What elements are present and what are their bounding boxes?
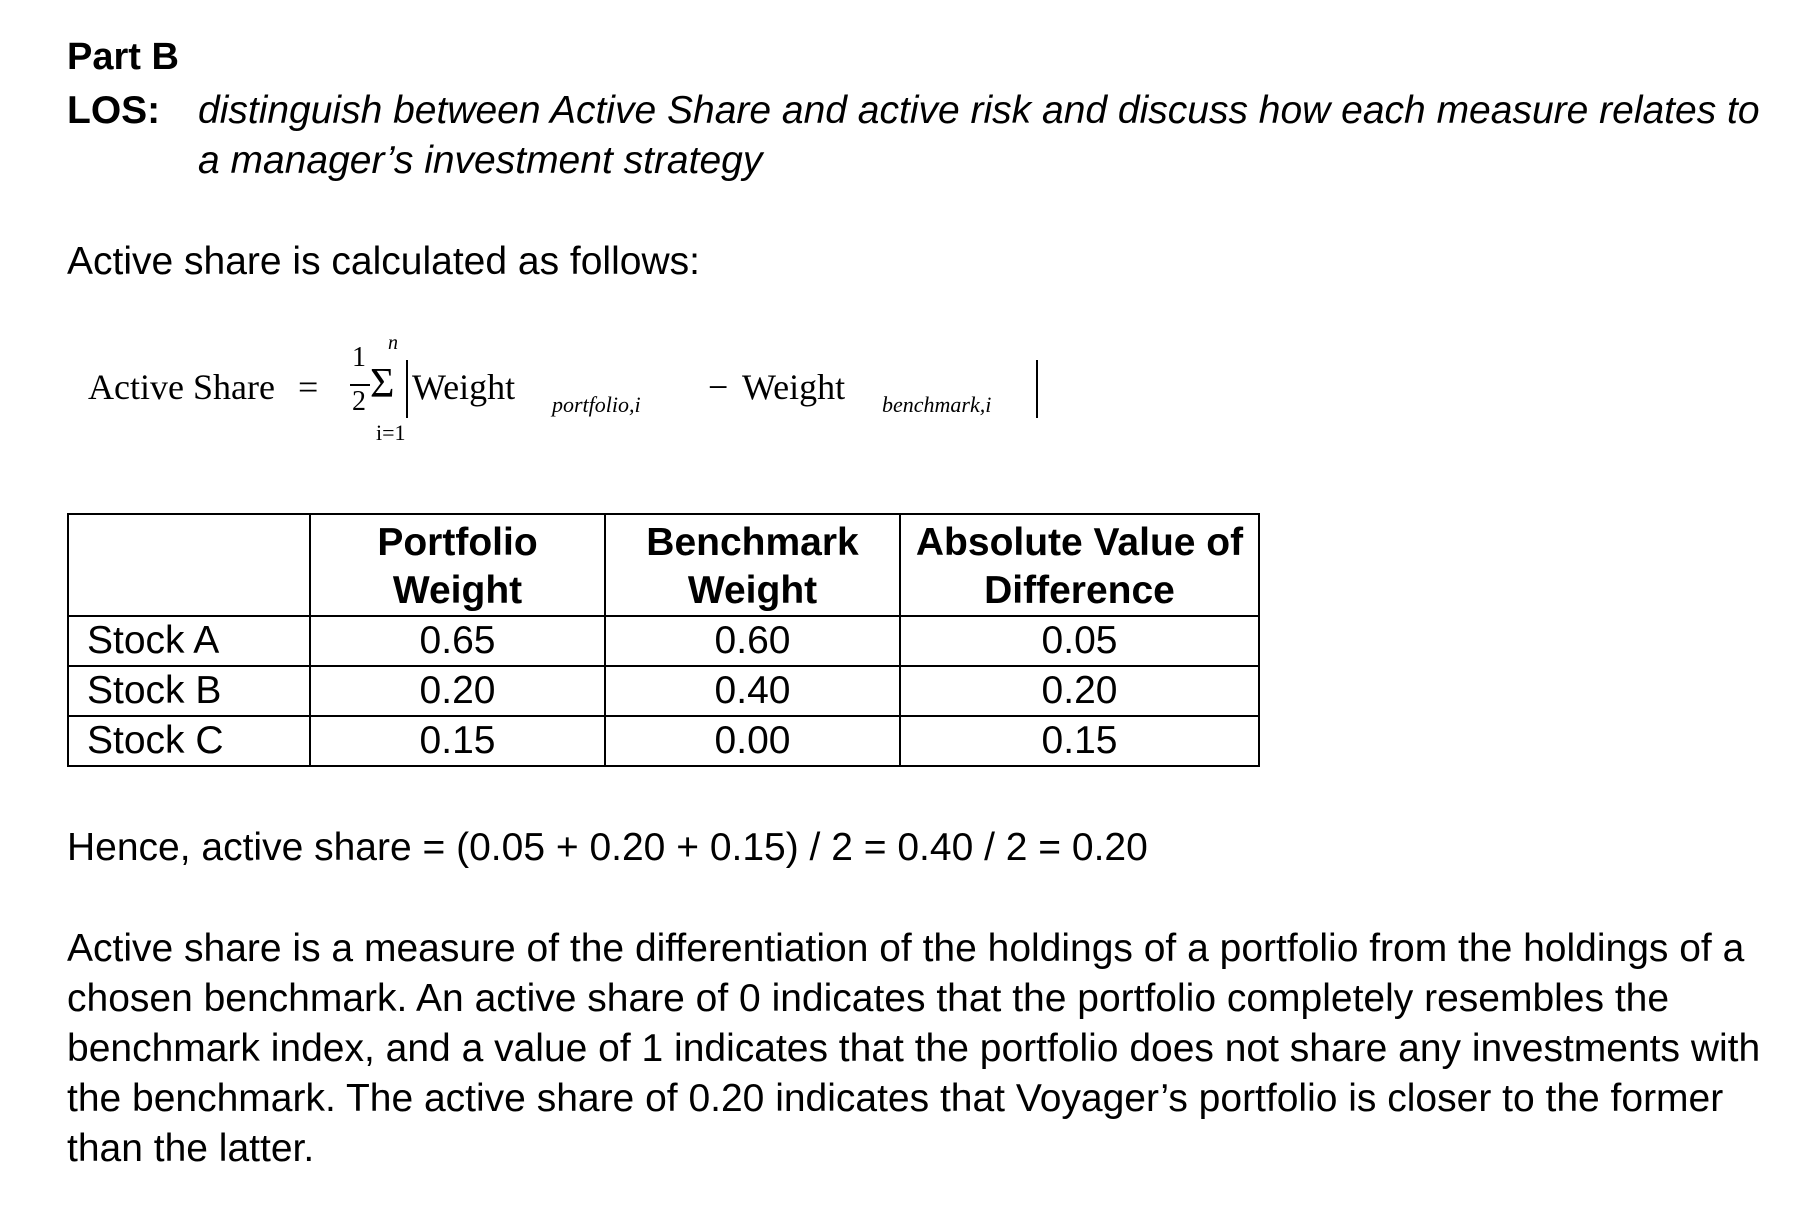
fraction-denominator: 2 (352, 386, 366, 417)
formula-term-portfolio: Weight (412, 367, 516, 407)
table-header-cell: Absolute Value of Difference (900, 514, 1259, 616)
table-header-cell: Benchmark Weight (605, 514, 900, 616)
los-label: LOS: (67, 89, 161, 132)
table-header-cell: Portfolio Weight (310, 514, 605, 616)
abs-bar-left (406, 360, 408, 418)
sum-upper-limit: n (388, 332, 398, 354)
sigma-symbol: Σ (370, 361, 395, 407)
row-label: Stock A (68, 616, 310, 666)
table-cell: 0.20 (900, 666, 1259, 716)
row-label: Stock B (68, 666, 310, 716)
part-title: Part B (67, 36, 179, 78)
table-cell: 0.00 (605, 716, 900, 766)
hence-calculation: Hence, active share = (0.05 + 0.20 + 0.15) / 2 = 0.40 / 2 = 0.20 (67, 826, 1148, 869)
table-cell: 0.05 (900, 616, 1259, 666)
sum-lower-limit: i=1 (376, 420, 406, 445)
formula-subscript-portfolio: portfolio,i (552, 392, 641, 417)
active-share-formula (88, 332, 1088, 460)
explanation-paragraph: Active share is a measure of the differentiation of the holdings of a portfolio from the holdings of a chosen benchmark. An active share of 0 indicates that the portfolio completely resembles the benchmark index, and a value of 1 indicates that the portfolio does not share any investments with the benchmark. The active share of 0.20 indicates that Voyager’s portfolio is closer to the former than the latter. (67, 927, 1761, 1170)
table-cell: 0.15 (310, 716, 605, 766)
formula-subscript-benchmark: benchmark,i (882, 392, 992, 417)
formula-term-benchmark: Weight (742, 367, 846, 407)
table-row (68, 616, 1259, 666)
table-row (68, 666, 1259, 716)
table-cell: 0.65 (310, 616, 605, 666)
formula-label: Active Share (88, 367, 275, 407)
table-cell: 0.60 (605, 616, 900, 666)
table-cell: 0.20 (310, 666, 605, 716)
formula-equals: = (298, 367, 319, 407)
row-label: Stock C (68, 716, 310, 766)
table-header-cell (68, 514, 310, 616)
table-header-row (68, 514, 1259, 616)
los-text: distinguish between Active Share and active risk and discuss how each measure relates to a manager’s investment strategy (198, 89, 1760, 182)
table-cell: 0.40 (605, 666, 900, 716)
weights-table (67, 513, 1260, 767)
abs-bar-right (1036, 360, 1038, 418)
intro-text: Active share is calculated as follows: (67, 240, 700, 283)
table-row (68, 716, 1259, 766)
table-cell: 0.15 (900, 716, 1259, 766)
fraction-numerator: 1 (352, 342, 366, 373)
formula-minus: − (708, 367, 729, 407)
